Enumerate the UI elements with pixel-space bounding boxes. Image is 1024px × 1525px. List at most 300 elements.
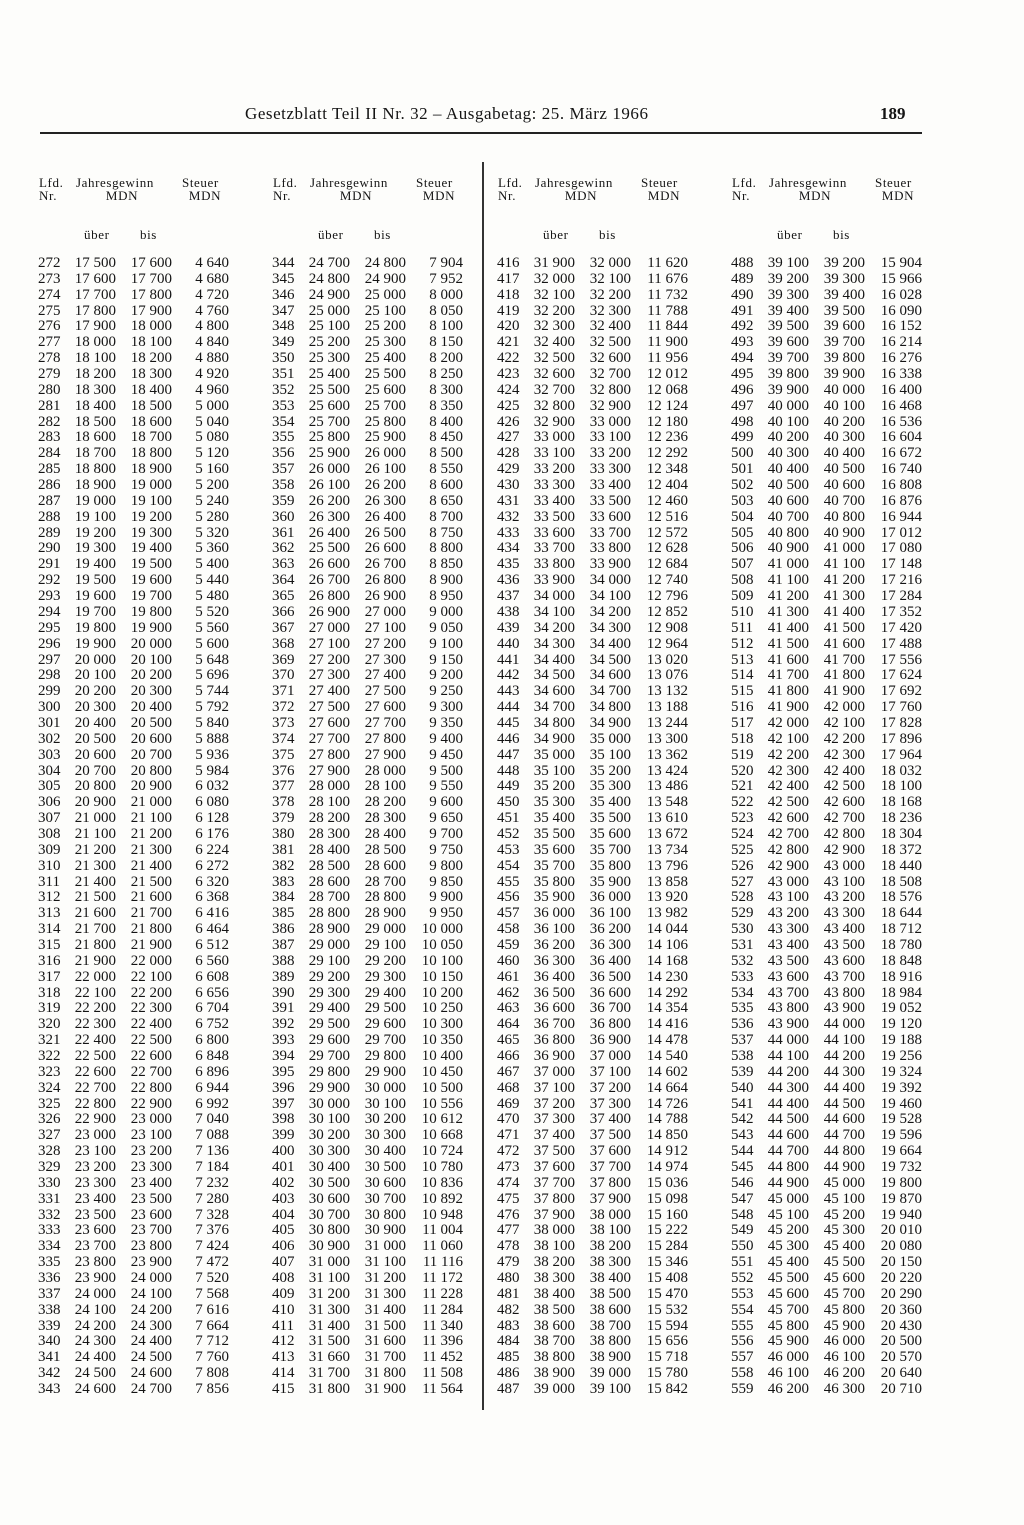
tax-amount: 7 904 [429,255,463,271]
table-row [36,350,234,366]
row-number: 550 [731,1238,754,1255]
table-row [36,429,234,445]
table-row [729,445,927,461]
tax-amount: 5 560 [195,619,229,636]
income-to: 32 200 [589,286,631,303]
table-row [495,985,693,1001]
tax-amount: 7 616 [195,1301,229,1318]
income-from: 38 800 [533,1349,575,1366]
table-row [495,398,693,414]
row-number: 482 [497,1301,520,1318]
row-number: 430 [497,477,520,494]
income-from: 25 600 [308,397,350,414]
income-to: 30 100 [364,1095,406,1112]
tax-amount: 16 090 [880,302,922,319]
income-to: 44 100 [823,1032,865,1049]
table-row [270,794,468,810]
income-from: 21 800 [74,936,116,953]
income-to: 19 200 [130,508,172,525]
row-number: 521 [731,778,754,795]
tax-amount: 5 600 [195,635,229,652]
row-number: 533 [731,968,754,985]
row-number: 544 [731,1143,754,1160]
income-to: 42 500 [823,778,865,795]
tax-amount: 19 324 [880,1063,922,1080]
tax-amount: 11 340 [422,1317,463,1334]
income-to: 38 900 [589,1349,631,1366]
income-from: 28 000 [308,778,350,795]
table-row [729,1222,927,1238]
income-from: 25 200 [308,334,350,351]
row-number: 368 [272,635,295,652]
income-to: 37 600 [589,1143,631,1160]
income-to: 23 900 [130,1254,172,1271]
row-number: 543 [731,1127,754,1144]
tax-amount: 15 780 [646,1365,688,1382]
table-row [36,382,234,398]
income-to: 43 700 [823,968,865,985]
income-from: 40 000 [767,397,809,414]
income-from: 34 500 [533,667,575,684]
income-to: 20 300 [130,683,172,700]
row-number: 475 [497,1190,520,1207]
income-to: 45 900 [823,1317,865,1334]
tax-amount: 8 350 [429,397,463,414]
table-row [729,366,927,382]
income-from: 29 500 [308,1016,350,1033]
row-number: 458 [497,921,520,938]
table-row [495,1349,693,1365]
table-row [270,953,468,969]
table-row [729,588,927,604]
row-number: 376 [272,762,295,779]
income-to: 28 400 [364,825,406,842]
tax-amount: 7 376 [195,1222,229,1239]
table-row [729,509,927,525]
income-to: 38 800 [589,1333,631,1350]
tax-amount: 12 236 [646,429,688,446]
income-to: 37 800 [589,1174,631,1191]
income-to: 38 400 [589,1270,631,1287]
table-row [36,937,234,953]
income-to: 18 200 [130,350,172,367]
row-number: 442 [497,667,520,684]
table-row [729,794,927,810]
table-row [495,1222,693,1238]
table-row [36,588,234,604]
income-to: 33 200 [589,445,631,462]
tax-amount: 8 200 [429,350,463,367]
income-to: 24 600 [130,1365,172,1382]
table-column-group [36,0,236,1525]
table-row [36,1318,234,1334]
row-number: 312 [38,889,61,906]
row-number: 284 [38,445,61,462]
row-number: 341 [38,1349,61,1366]
row-number: 490 [731,286,754,303]
income-to: 32 800 [589,381,631,398]
income-from: 39 200 [767,270,809,287]
tax-amount: 5 520 [195,603,229,620]
tax-amount: 9 350 [429,714,463,731]
row-number: 328 [38,1143,61,1160]
table-row [495,842,693,858]
table-row [36,445,234,461]
income-to: 46 100 [823,1349,865,1366]
row-number: 487 [497,1381,520,1398]
income-to: 31 700 [364,1349,406,1366]
income-to: 32 400 [589,318,631,335]
row-number: 518 [731,730,754,747]
row-number: 477 [497,1222,520,1239]
row-number: 355 [272,429,295,446]
row-number: 438 [497,603,520,620]
row-number: 408 [272,1270,295,1287]
row-number: 346 [272,286,295,303]
income-to: 45 000 [823,1174,865,1191]
table-row [36,763,234,779]
income-to: 20 200 [130,667,172,684]
income-to: 19 900 [130,619,172,636]
row-number: 387 [272,936,295,953]
income-from: 23 500 [74,1206,116,1223]
income-to: 30 500 [364,1159,406,1176]
tax-amount: 15 284 [646,1238,688,1255]
table-row [270,382,468,398]
table-row [36,810,234,826]
income-to: 39 600 [823,318,865,335]
tax-amount: 12 740 [646,572,688,589]
tax-amount: 14 230 [646,968,688,985]
tax-amount: 16 604 [880,429,922,446]
tax-amount: 8 300 [429,381,463,398]
subheader-ueber: über [777,227,803,242]
row-number: 545 [731,1159,754,1176]
table-row [495,652,693,668]
tax-amount: 10 780 [421,1159,463,1176]
table-row [270,731,468,747]
tax-amount: 17 556 [880,651,922,668]
tax-amount: 9 100 [429,635,463,652]
tax-amount: 10 050 [421,936,463,953]
income-from: 45 200 [767,1222,809,1239]
table-row [270,525,468,541]
table-row [495,334,693,350]
row-number: 513 [731,651,754,668]
table-row [270,350,468,366]
income-from: 34 300 [533,635,575,652]
tax-amount: 6 800 [195,1032,229,1049]
income-from: 21 200 [74,841,116,858]
table-row [495,525,693,541]
row-number: 407 [272,1254,295,1271]
table-row [270,287,468,303]
tax-amount: 19 188 [880,1032,922,1049]
income-to: 23 000 [130,1111,172,1128]
table-row [729,350,927,366]
tax-amount: 9 950 [429,905,463,922]
row-number: 334 [38,1238,61,1255]
table-row [270,1111,468,1127]
income-to: 26 300 [364,492,406,509]
tax-amount: 16 028 [880,286,922,303]
income-from: 38 100 [533,1238,575,1255]
income-to: 22 400 [130,1016,172,1033]
row-number: 356 [272,445,295,462]
tax-amount: 7 952 [429,270,463,287]
income-to: 43 000 [823,857,865,874]
income-to: 40 300 [823,429,865,446]
table-row [495,509,693,525]
income-to: 42 100 [823,714,865,731]
income-from: 30 200 [308,1127,350,1144]
income-to: 23 100 [130,1127,172,1144]
tax-amount: 5 696 [195,667,229,684]
table-row [270,1191,468,1207]
tax-amount: 14 974 [646,1159,688,1176]
table-row [270,1064,468,1080]
tax-amount: 11 788 [647,302,688,319]
row-number: 374 [272,730,295,747]
row-number: 348 [272,318,295,335]
income-to: 39 900 [823,366,865,383]
income-from: 36 800 [533,1032,575,1049]
tax-amount: 16 536 [880,413,922,430]
row-number: 277 [38,334,61,351]
tax-amount: 6 896 [195,1063,229,1080]
row-number: 323 [38,1063,61,1080]
table-row [495,1000,693,1016]
income-from: 25 500 [308,381,350,398]
income-from: 39 800 [767,366,809,383]
tax-amount: 15 532 [646,1301,688,1318]
tax-amount: 20 010 [880,1222,922,1239]
income-to: 29 100 [364,936,406,953]
tax-amount: 9 900 [429,889,463,906]
table-row [270,414,468,430]
table-row [36,1127,234,1143]
table-row [495,350,693,366]
tax-amount: 16 214 [880,334,922,351]
income-to: 37 900 [589,1190,631,1207]
tax-amount: 20 220 [880,1270,922,1287]
tax-amount: 12 628 [646,540,688,557]
table-row [270,588,468,604]
table-row [36,953,234,969]
income-from: 24 000 [74,1285,116,1302]
table-row [729,889,927,905]
table-row [36,477,234,493]
row-number: 413 [272,1349,295,1366]
income-from: 25 800 [308,429,350,446]
income-from: 37 500 [533,1143,575,1160]
income-from: 43 100 [767,889,809,906]
row-number: 451 [497,810,520,827]
table-row [729,1048,927,1064]
income-from: 39 100 [767,255,809,271]
table-row [36,1349,234,1365]
subheader-bis: bis [833,227,850,242]
income-to: 37 000 [589,1048,631,1064]
income-from: 31 400 [308,1317,350,1334]
table-row [729,1000,927,1016]
row-number: 367 [272,619,295,636]
table-row [495,556,693,572]
row-number: 304 [38,762,61,779]
tax-amount: 10 948 [421,1206,463,1223]
income-to: 39 100 [589,1381,631,1398]
row-number: 310 [38,857,61,874]
row-number: 398 [272,1111,295,1128]
row-number: 382 [272,857,295,874]
row-number: 388 [272,952,295,969]
income-to: 28 500 [364,841,406,858]
table-row [270,398,468,414]
income-to: 24 400 [130,1333,172,1350]
tax-amount: 8 250 [429,366,463,383]
table-row [495,683,693,699]
income-from: 17 900 [74,318,116,335]
row-number: 412 [272,1333,295,1350]
table-row [270,1365,468,1381]
tax-amount: 19 940 [880,1206,922,1223]
table-row [729,953,927,969]
income-to: 33 400 [589,477,631,494]
tax-amount: 16 276 [880,350,922,367]
income-from: 27 400 [308,683,350,700]
income-to: 32 100 [589,270,631,287]
tax-amount: 4 720 [195,286,229,303]
row-number: 279 [38,366,61,383]
income-from: 24 500 [74,1365,116,1382]
row-number: 454 [497,857,520,874]
tax-amount: 4 680 [195,270,229,287]
table-row [729,667,927,683]
tax-amount: 5 744 [195,683,229,700]
income-from: 19 200 [74,524,116,541]
income-from: 46 200 [767,1381,809,1398]
income-to: 20 000 [130,635,172,652]
row-number: 295 [38,619,61,636]
income-to: 20 500 [130,714,172,731]
income-from: 23 400 [74,1190,116,1207]
income-from: 32 700 [533,381,575,398]
row-number: 308 [38,825,61,842]
table-row [729,556,927,572]
income-to: 34 200 [589,603,631,620]
table-row [729,985,927,1001]
income-from: 39 300 [767,286,809,303]
income-to: 22 000 [130,952,172,969]
income-to: 21 800 [130,921,172,938]
row-number: 415 [272,1381,295,1398]
table-row [36,874,234,890]
subheader-ueber: über [318,227,344,242]
row-number: 399 [272,1127,295,1144]
row-number: 384 [272,889,295,906]
income-to: 41 000 [823,540,865,557]
table-row [495,1032,693,1048]
tax-amount: 6 032 [195,778,229,795]
tax-amount: 19 120 [880,1016,922,1033]
table-row [270,572,468,588]
table-row [270,747,468,763]
tax-amount: 13 858 [646,873,688,890]
row-number: 339 [38,1317,61,1334]
income-from: 17 700 [74,286,116,303]
income-from: 20 300 [74,699,116,716]
tax-amount: 19 870 [880,1190,922,1207]
table-row [729,287,927,303]
income-from: 40 200 [767,429,809,446]
table-row [495,287,693,303]
income-to: 42 000 [823,699,865,716]
income-from: 37 900 [533,1206,575,1223]
income-from: 19 400 [74,556,116,573]
row-number: 553 [731,1285,754,1302]
row-number: 444 [497,699,520,716]
income-to: 25 500 [364,366,406,383]
tax-amount: 20 360 [880,1301,922,1318]
row-number: 507 [731,556,754,573]
table-row [270,826,468,842]
tax-amount: 11 900 [647,334,688,351]
table-row [495,937,693,953]
row-number: 331 [38,1190,61,1207]
row-number: 394 [272,1048,295,1064]
table-row [36,731,234,747]
income-to: 18 300 [130,366,172,383]
tax-amount: 19 052 [880,1000,922,1017]
row-number: 278 [38,350,61,367]
table-row [36,398,234,414]
income-to: 21 700 [130,905,172,922]
row-number: 363 [272,556,295,573]
table-row [729,747,927,763]
income-to: 38 300 [589,1254,631,1271]
income-from: 35 800 [533,873,575,890]
income-from: 44 700 [767,1143,809,1160]
row-number: 514 [731,667,754,684]
income-to: 34 400 [589,635,631,652]
row-number: 445 [497,714,520,731]
income-to: 44 700 [823,1127,865,1144]
income-to: 39 000 [589,1365,631,1382]
row-number: 549 [731,1222,754,1239]
table-row [495,493,693,509]
income-to: 36 100 [589,905,631,922]
row-number: 498 [731,413,754,430]
row-number: 529 [731,905,754,922]
table-row [36,556,234,572]
income-to: 38 700 [589,1317,631,1334]
income-from: 42 100 [767,730,809,747]
income-from: 18 200 [74,366,116,383]
income-to: 32 300 [589,302,631,319]
income-to: 46 300 [823,1381,865,1398]
income-to: 34 700 [589,683,631,700]
tax-amount: 14 044 [646,921,688,938]
table-row [270,1222,468,1238]
tax-amount: 19 732 [880,1159,922,1176]
table-row [495,1254,693,1270]
income-from: 41 200 [767,588,809,605]
tax-amount: 9 200 [429,667,463,684]
income-from: 22 300 [74,1016,116,1033]
tax-amount: 14 664 [646,1079,688,1096]
table-row [729,255,927,271]
income-to: 37 700 [589,1159,631,1176]
